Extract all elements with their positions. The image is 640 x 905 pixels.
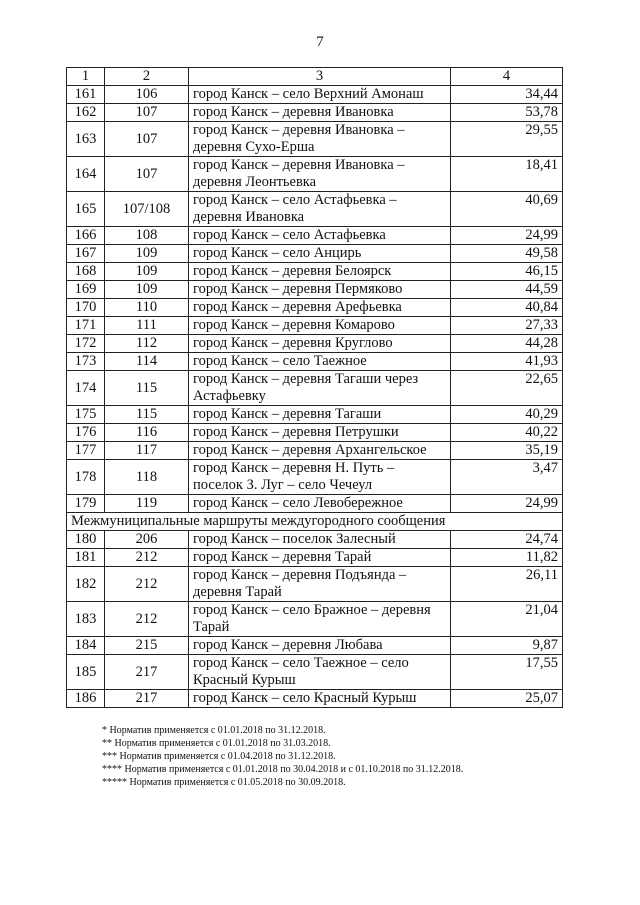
row-number: 179 bbox=[67, 495, 105, 513]
table-row bbox=[67, 549, 563, 567]
row-number: 171 bbox=[67, 317, 105, 335]
row-number: 165 bbox=[67, 192, 105, 227]
row-number: 174 bbox=[67, 371, 105, 406]
route-number: 107 bbox=[105, 122, 189, 157]
routes-table bbox=[66, 67, 563, 708]
table-row bbox=[67, 86, 563, 104]
table-row bbox=[67, 227, 563, 245]
route-value: 18,41 bbox=[451, 157, 563, 192]
table-row bbox=[67, 442, 563, 460]
footnotes bbox=[102, 724, 463, 789]
route-value: 3,47 bbox=[451, 460, 563, 495]
route-value: 49,58 bbox=[451, 245, 563, 263]
route-value: 44,59 bbox=[451, 281, 563, 299]
route-value: 40,22 bbox=[451, 424, 563, 442]
row-number: 175 bbox=[67, 406, 105, 424]
route-name: город Канск – деревня Ивановка bbox=[189, 104, 451, 122]
route-name: город Канск – село Бражное – деревня Тарай bbox=[189, 602, 451, 637]
route-name: город Канск – деревня Комарово bbox=[189, 317, 451, 335]
route-number: 206 bbox=[105, 531, 189, 549]
route-value: 11,82 bbox=[451, 549, 563, 567]
route-value: 22,65 bbox=[451, 371, 563, 406]
route-number: 111 bbox=[105, 317, 189, 335]
footnote: ***** Норматив применяется с 01.05.2018 по 30.09.2018. bbox=[102, 777, 346, 788]
table-row bbox=[67, 104, 563, 122]
header-col-4: 4 bbox=[451, 68, 563, 86]
row-number: 170 bbox=[67, 299, 105, 317]
route-value: 53,78 bbox=[451, 104, 563, 122]
row-number: 166 bbox=[67, 227, 105, 245]
route-number: 116 bbox=[105, 424, 189, 442]
table-header-row bbox=[67, 68, 563, 86]
route-name: город Канск – деревня Подъянда – деревня Тарай bbox=[189, 567, 451, 602]
row-number: 177 bbox=[67, 442, 105, 460]
header-col-1: 1 bbox=[67, 68, 105, 86]
row-number: 186 bbox=[67, 690, 105, 708]
table-row bbox=[67, 424, 563, 442]
route-name: город Канск – село Астафьевка bbox=[189, 227, 451, 245]
route-number: 107/108 bbox=[105, 192, 189, 227]
route-value: 24,99 bbox=[451, 227, 563, 245]
route-name: город Канск – село Красный Курыш bbox=[189, 690, 451, 708]
route-number: 212 bbox=[105, 567, 189, 602]
row-number: 162 bbox=[67, 104, 105, 122]
footnote: * Норматив применяется с 01.01.2018 по 31.12.2018. bbox=[102, 725, 326, 736]
row-number: 169 bbox=[67, 281, 105, 299]
footnote: **** Норматив применяется с 01.01.2018 по 30.04.2018 и с 01.10.2018 по 31.12.2018. bbox=[102, 764, 464, 775]
header-col-2: 2 bbox=[105, 68, 189, 86]
route-name: город Канск – поселок Залесный bbox=[189, 531, 451, 549]
route-number: 217 bbox=[105, 690, 189, 708]
row-number: 180 bbox=[67, 531, 105, 549]
route-number: 107 bbox=[105, 157, 189, 192]
section-title: Межмуниципальные маршруты междугородного сообщения bbox=[67, 513, 563, 531]
table-row bbox=[67, 637, 563, 655]
row-number: 172 bbox=[67, 335, 105, 353]
route-number: 115 bbox=[105, 371, 189, 406]
route-value: 24,99 bbox=[451, 495, 563, 513]
route-number: 110 bbox=[105, 299, 189, 317]
route-value: 41,93 bbox=[451, 353, 563, 371]
route-value: 24,74 bbox=[451, 531, 563, 549]
table-row bbox=[67, 353, 563, 371]
route-value: 27,33 bbox=[451, 317, 563, 335]
table-body bbox=[67, 86, 563, 708]
table-row bbox=[67, 531, 563, 549]
table-row bbox=[67, 335, 563, 353]
route-name: город Канск – село Астафьевка – деревня Ивановка bbox=[189, 192, 451, 227]
row-number: 178 bbox=[67, 460, 105, 495]
row-number: 163 bbox=[67, 122, 105, 157]
route-number: 109 bbox=[105, 245, 189, 263]
route-name: город Канск – деревня Арефьевка bbox=[189, 299, 451, 317]
route-value: 35,19 bbox=[451, 442, 563, 460]
row-number: 183 bbox=[67, 602, 105, 637]
row-number: 167 bbox=[67, 245, 105, 263]
route-name: город Канск – деревня Тарай bbox=[189, 549, 451, 567]
route-value: 34,44 bbox=[451, 86, 563, 104]
route-name: город Канск – деревня Архангельское bbox=[189, 442, 451, 460]
page-number: 7 bbox=[316, 34, 324, 50]
route-name: город Канск – деревня Тагаши bbox=[189, 406, 451, 424]
table-row bbox=[67, 299, 563, 317]
route-number: 114 bbox=[105, 353, 189, 371]
row-number: 184 bbox=[67, 637, 105, 655]
table-row bbox=[67, 690, 563, 708]
header-col-3: 3 bbox=[189, 68, 451, 86]
row-number: 185 bbox=[67, 655, 105, 690]
route-number: 118 bbox=[105, 460, 189, 495]
route-name: город Канск – деревня Круглово bbox=[189, 335, 451, 353]
route-value: 40,29 bbox=[451, 406, 563, 424]
route-number: 106 bbox=[105, 86, 189, 104]
section-row bbox=[67, 513, 563, 531]
route-name: город Канск – деревня Любава bbox=[189, 637, 451, 655]
row-number: 176 bbox=[67, 424, 105, 442]
route-number: 212 bbox=[105, 549, 189, 567]
route-number: 109 bbox=[105, 281, 189, 299]
table-row bbox=[67, 192, 563, 227]
table-row bbox=[67, 157, 563, 192]
route-value: 44,28 bbox=[451, 335, 563, 353]
table-row bbox=[67, 281, 563, 299]
route-value: 40,84 bbox=[451, 299, 563, 317]
route-name: город Канск – село Анцирь bbox=[189, 245, 451, 263]
table-row bbox=[67, 245, 563, 263]
route-value: 29,55 bbox=[451, 122, 563, 157]
route-name: город Канск – деревня Белоярск bbox=[189, 263, 451, 281]
row-number: 181 bbox=[67, 549, 105, 567]
route-number: 109 bbox=[105, 263, 189, 281]
row-number: 182 bbox=[67, 567, 105, 602]
route-value: 25,07 bbox=[451, 690, 563, 708]
route-value: 17,55 bbox=[451, 655, 563, 690]
table-row bbox=[67, 495, 563, 513]
route-value: 21,04 bbox=[451, 602, 563, 637]
table-row bbox=[67, 655, 563, 690]
table-row bbox=[67, 371, 563, 406]
route-number: 212 bbox=[105, 602, 189, 637]
row-number: 164 bbox=[67, 157, 105, 192]
route-number: 115 bbox=[105, 406, 189, 424]
table-row bbox=[67, 602, 563, 637]
route-name: город Канск – деревня Ивановка – деревня Сухо-Ерша bbox=[189, 122, 451, 157]
table-row bbox=[67, 122, 563, 157]
table-row bbox=[67, 567, 563, 602]
footnote: ** Норматив применяется с 01.01.2018 по 31.03.2018. bbox=[102, 738, 331, 749]
route-number: 119 bbox=[105, 495, 189, 513]
route-name: город Канск – село Верхний Амонаш bbox=[189, 86, 451, 104]
table-row bbox=[67, 317, 563, 335]
route-name: город Канск – деревня Ивановка – деревня Леонтьевка bbox=[189, 157, 451, 192]
route-name: город Канск – деревня Н. Путь – поселок З. Луг – село Чечеул bbox=[189, 460, 451, 495]
route-name: город Канск – село Таежное – село Красный Курыш bbox=[189, 655, 451, 690]
table-row bbox=[67, 406, 563, 424]
route-name: город Канск – деревня Пермяково bbox=[189, 281, 451, 299]
route-name: город Канск – деревня Тагаши через Астафьевку bbox=[189, 371, 451, 406]
route-name: город Канск – село Левобережное bbox=[189, 495, 451, 513]
route-value: 26,11 bbox=[451, 567, 563, 602]
table-row bbox=[67, 263, 563, 281]
row-number: 161 bbox=[67, 86, 105, 104]
route-value: 9,87 bbox=[451, 637, 563, 655]
row-number: 173 bbox=[67, 353, 105, 371]
route-number: 117 bbox=[105, 442, 189, 460]
footnote: *** Норматив применяется с 01.04.2018 по 31.12.2018. bbox=[102, 751, 336, 762]
route-number: 107 bbox=[105, 104, 189, 122]
route-number: 215 bbox=[105, 637, 189, 655]
route-name: город Канск – деревня Петрушки bbox=[189, 424, 451, 442]
table-row bbox=[67, 460, 563, 495]
route-number: 112 bbox=[105, 335, 189, 353]
route-number: 217 bbox=[105, 655, 189, 690]
route-value: 46,15 bbox=[451, 263, 563, 281]
route-value: 40,69 bbox=[451, 192, 563, 227]
route-name: город Канск – село Таежное bbox=[189, 353, 451, 371]
row-number: 168 bbox=[67, 263, 105, 281]
route-number: 108 bbox=[105, 227, 189, 245]
